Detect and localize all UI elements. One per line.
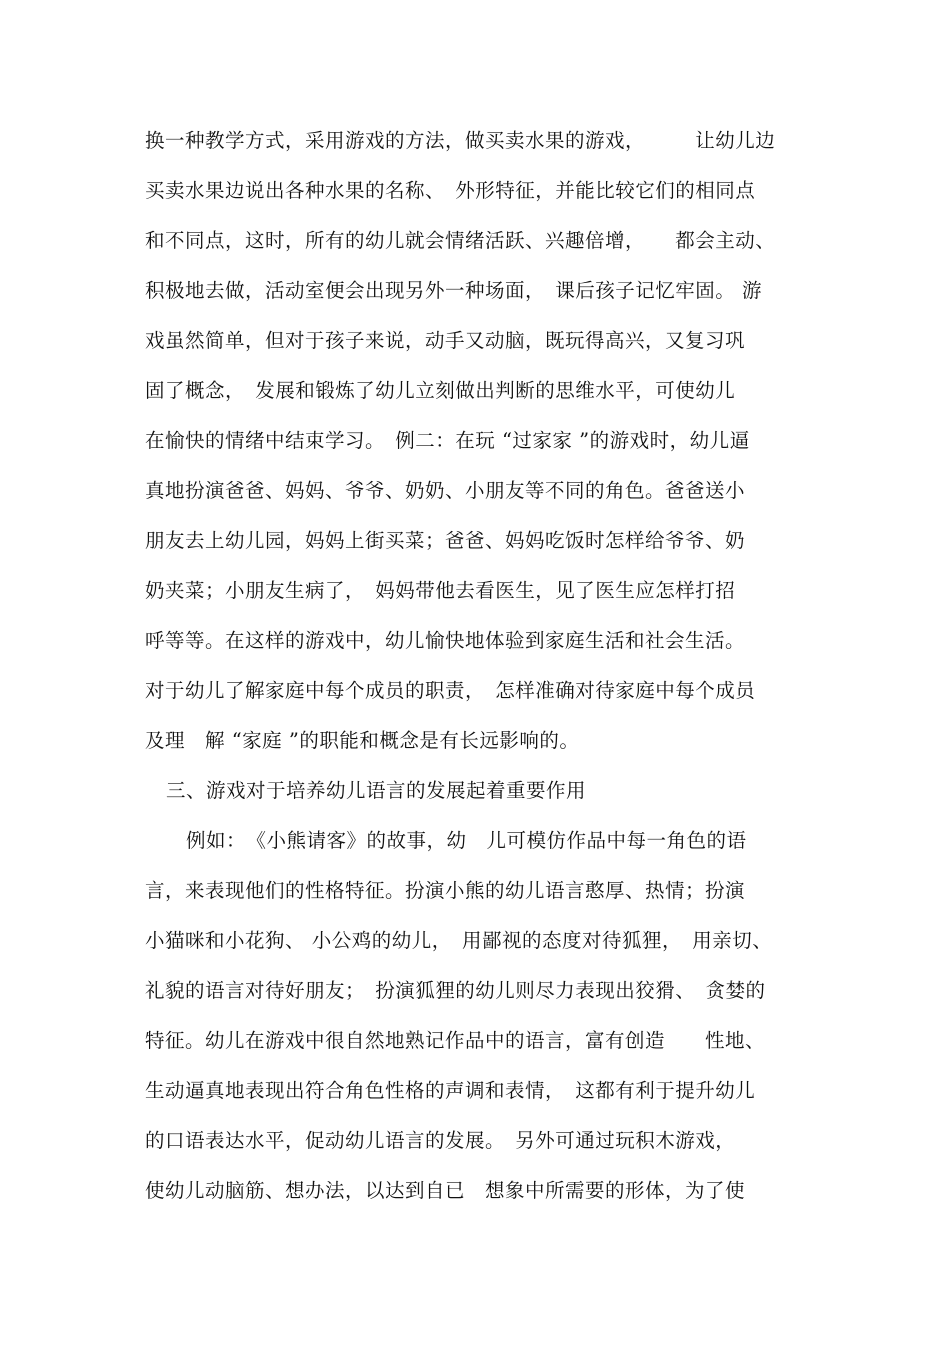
text-line: 朋友去上幼儿园，妈妈上街买菜；爸爸、妈妈吃饭时怎样给爷爷、奶: [145, 529, 746, 552]
text-line: 生动逼真地表现出符合角色性格的声调和表情， 这都有利于提升幼儿: [145, 1079, 756, 1102]
text-line: 换一种教学方式，采用游戏的方法，做买卖水果的游戏， 让幼儿边: [145, 129, 776, 152]
text-line: 对于幼儿了解家庭中每个成员的职责， 怎样准确对待家庭中每个成员: [145, 679, 756, 702]
text-line: 小猫咪和小花狗、 小公鸡的幼儿， 用鄙视的态度对待狐狸， 用亲切、: [145, 929, 773, 952]
text-line: 真地扮演爸爸、妈妈、爷爷、奶奶、小朋友等不同的角色。爸爸送小: [145, 479, 746, 502]
text-line: 积极地去做，活动室便会出现另外一种场面， 课后孩子记忆牢固。 游: [145, 279, 762, 302]
text-line: 呼等等。在这样的游戏中，幼儿愉快地体验到家庭生活和社会生活。: [145, 629, 746, 652]
text-line: 戏虽然简单，但对于孩子来说，动手又动脑，既玩得高兴，又复习巩: [145, 329, 746, 352]
text-line: 在愉快的情绪中结束学习。 例二：在玩 “过家家 ”的游戏时，幼儿逼: [145, 429, 750, 452]
text-line: 奶夹菜；小朋友生病了， 妈妈带他去看医生，见了医生应怎样打招: [145, 579, 736, 602]
text-line: 特征。幼儿在游戏中很自然地熟记作品中的语言，富有创造 性地、: [145, 1029, 766, 1052]
text-line: 固了概念， 发展和锻炼了幼儿立刻做出判断的思维水平，可使幼儿: [145, 379, 736, 402]
text-line: 及理 解 “家庭 ”的职能和概念是有长远影响的。: [145, 729, 580, 752]
text-line: 礼貌的语言对待好朋友； 扮演狐狸的幼儿则尽力表现出狡猾、 贪婪的: [145, 979, 766, 1002]
text-line: 例如： 《小熊请客》的故事，幼 儿可模仿作品中每一角色的语: [186, 829, 747, 852]
text-line: 言，来表现他们的性格特征。扮演小熊的幼儿语言憨厚、热情；扮演: [145, 879, 746, 902]
section-heading: 三、游戏对于培养幼儿语言的发展起着重要作用: [166, 779, 587, 802]
text-line: 买卖水果边说出各种水果的名称、 外形特征，并能比较它们的相同点: [145, 179, 756, 202]
text-line: 的口语表达水平，促动幼儿语言的发展。 另外可通过玩积木游戏，: [145, 1129, 736, 1152]
text-line: 使幼儿动脑筋、想办法，以达到自已 想象中所需要的形体，为了使: [145, 1179, 746, 1202]
text-line: 和不同点，这时，所有的幼儿就会情绪活跃、兴趣倍增， 都会主动、: [145, 229, 776, 252]
